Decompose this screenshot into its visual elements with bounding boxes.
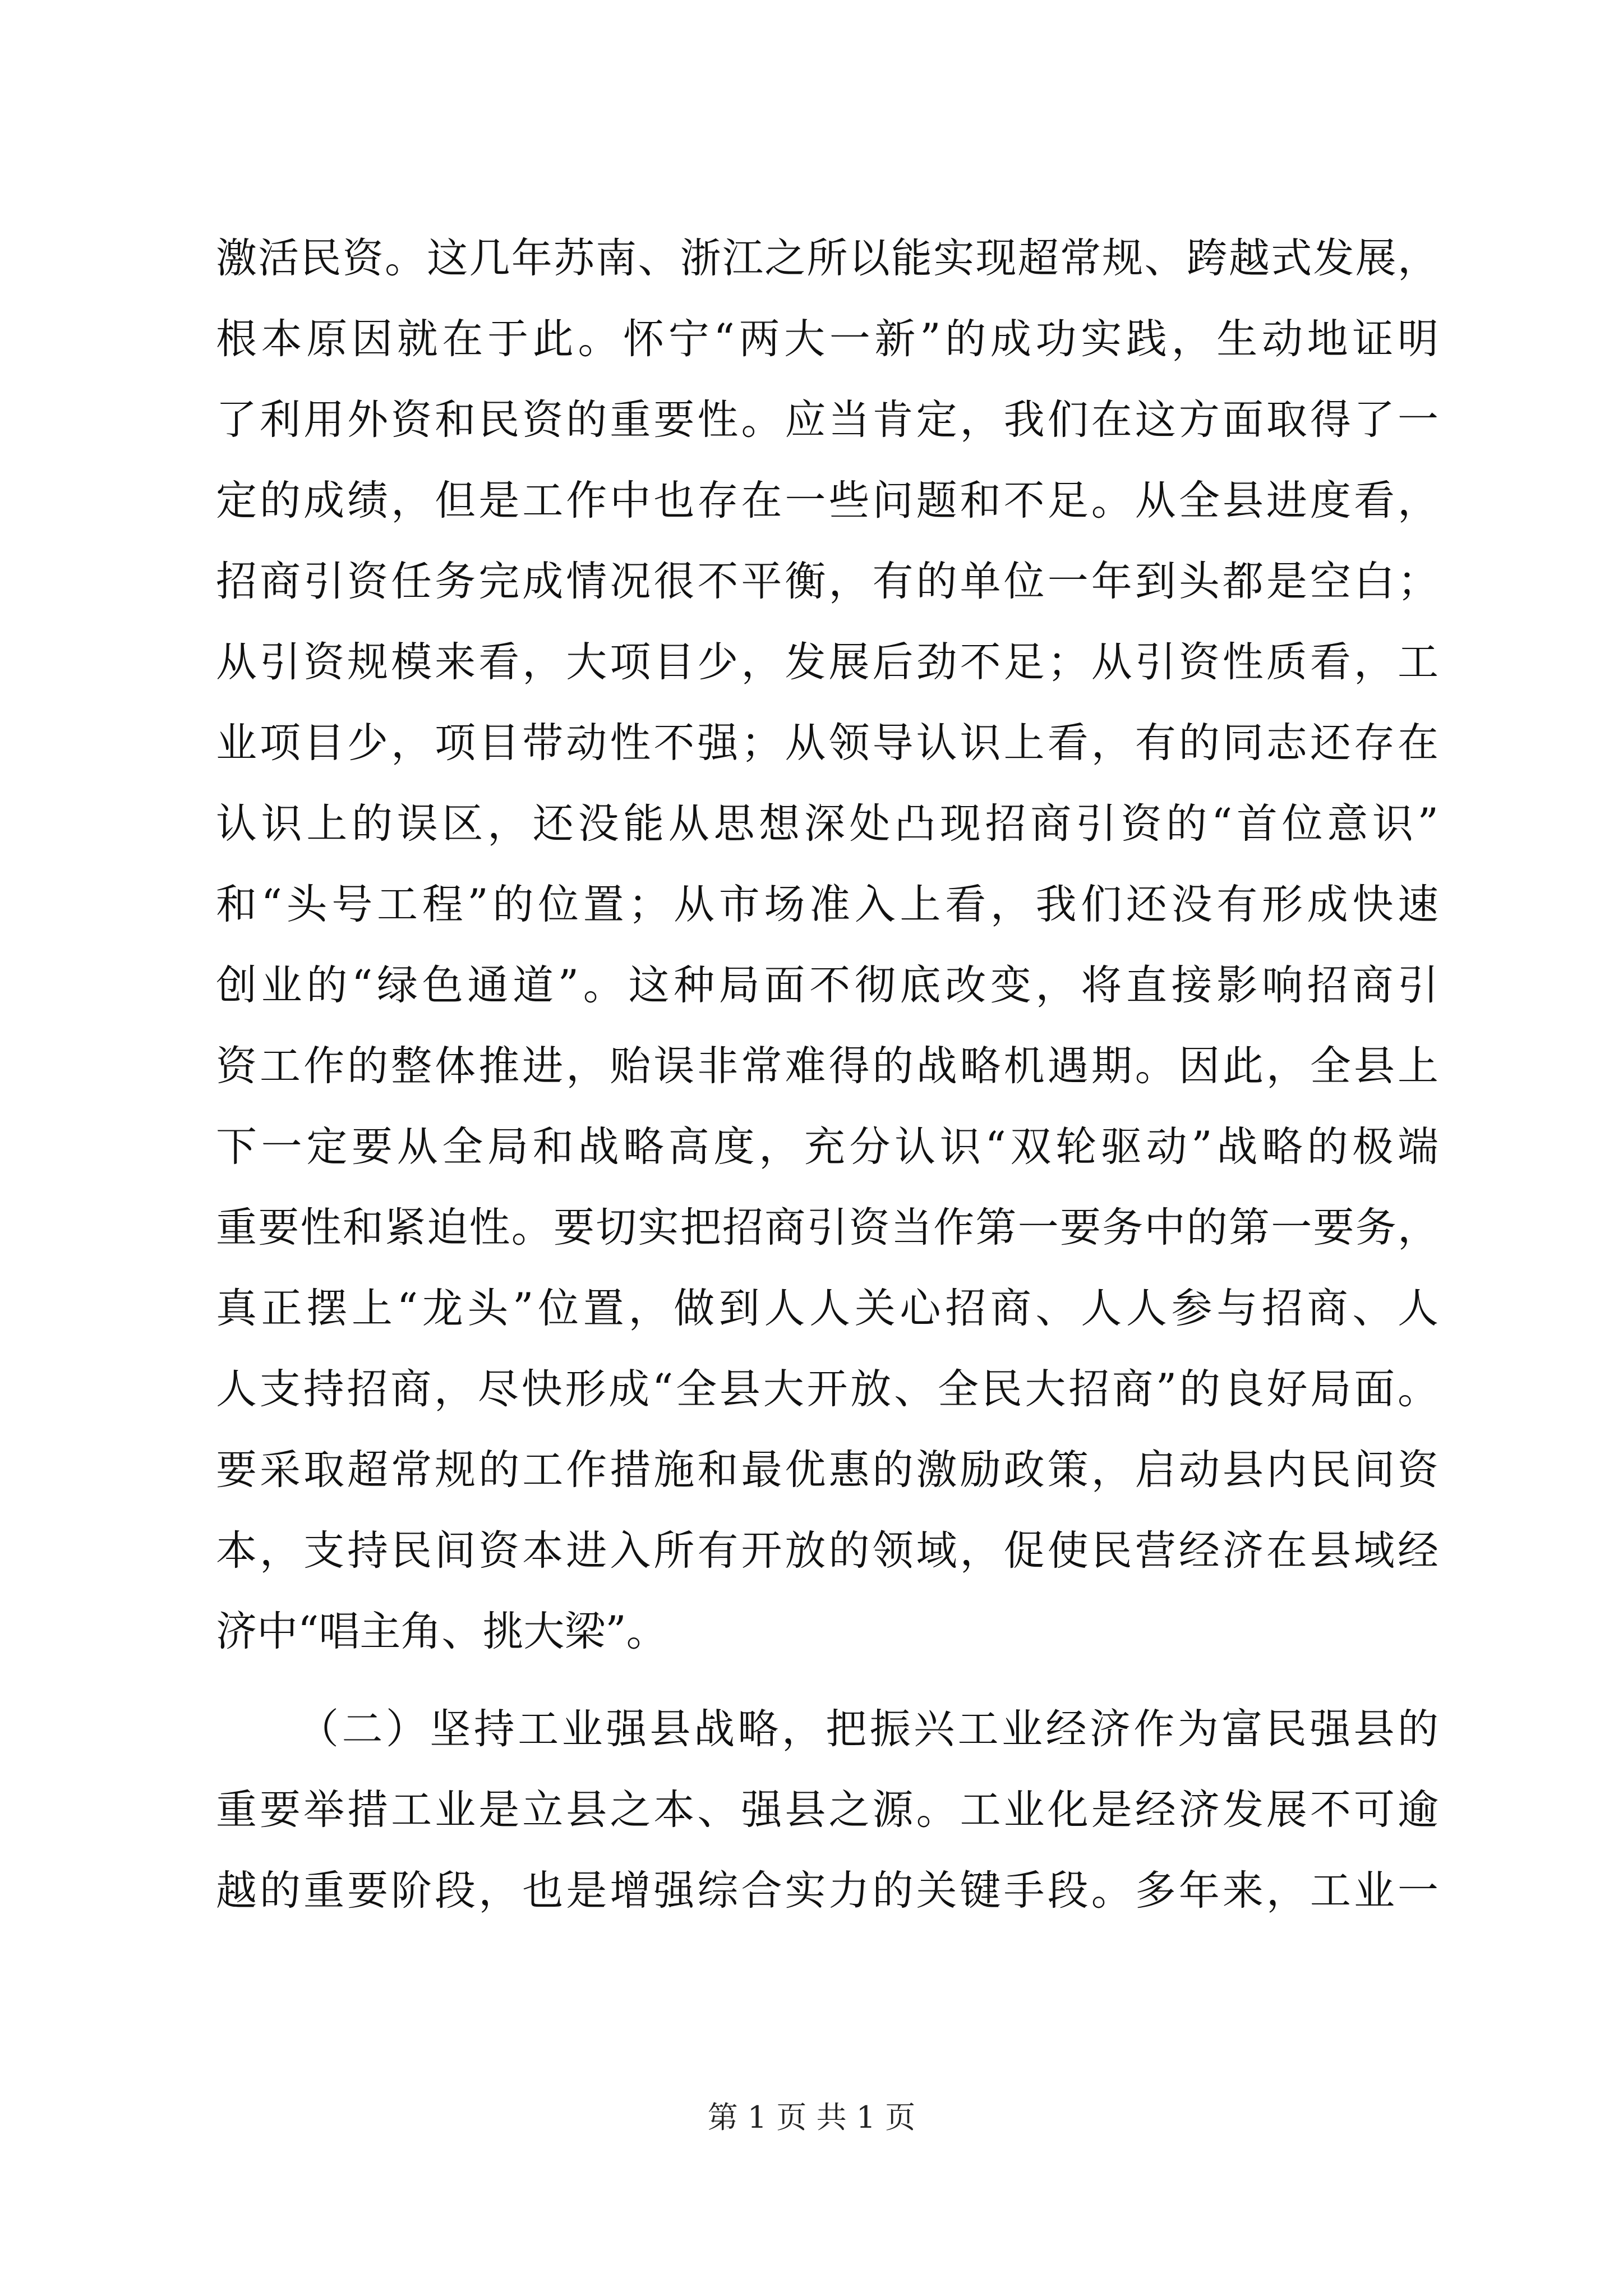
document-body xyxy=(216,218,1438,1931)
page-number-indicator: 第 1 页 共 1 页 xyxy=(707,2100,916,2135)
paragraph-1 xyxy=(216,218,1438,1672)
text-line: 越的重要阶段，也是增强综合实力的关键手段。多年来，工业一 xyxy=(216,1867,1438,1915)
text-line: 人支持招商，尽快形成“全县大开放、全民大招商”的良好局面。 xyxy=(216,1365,1438,1413)
text-line: 招商引资任务完成情况很不平衡，有的单位一年到头都是空白； xyxy=(216,558,1438,605)
text-line: 根本原因就在于此。怀宁“两大一新”的成功实践，生动地证明 xyxy=(216,315,1438,363)
text-line: 重要性和紧迫性。要切实把招商引资当作第一要务中的第一要务， xyxy=(216,1204,1438,1251)
text-line: 真正摆上“龙头”位置，做到人人关心招商、人人参与招商、人 xyxy=(216,1285,1438,1332)
text-line: 重要举措工业是立县之本、强县之源。工业化是经济发展不可逾 xyxy=(216,1786,1438,1834)
text-line: 要采取超常规的工作措施和最优惠的激励政策，启动县内民间资 xyxy=(216,1446,1438,1494)
text-line: 下一定要从全局和战略高度，充分认识“双轮驱动”战略的极端 xyxy=(216,1123,1438,1171)
text-line: 了利用外资和民资的重要性。应当肯定，我们在这方面取得了一 xyxy=(216,396,1438,444)
text-line: 本，支持民间资本进入所有开放的领域，促使民营经济在县域经 xyxy=(216,1527,1438,1575)
page-footer xyxy=(0,2098,1623,2137)
text-line: 资工作的整体推进，贻误非常难得的战略机遇期。因此，全县上 xyxy=(216,1042,1438,1090)
text-line: 业项目少，项目带动性不强；从领导认识上看，有的同志还存在 xyxy=(216,719,1438,767)
text-line: 济中“唱主角、挑大梁”。 xyxy=(216,1608,667,1655)
text-line: 定的成绩，但是工作中也存在一些问题和不足。从全县进度看， xyxy=(216,477,1438,524)
text-line: 激活民资。这几年苏南、浙江之所以能实现超常规、跨越式发展， xyxy=(216,234,1438,282)
text-line: 创业的“绿色通道”。这种局面不彻底改变，将直接影响招商引 xyxy=(216,961,1438,1009)
text-line: 和“头号工程”的位置；从市场准入上看，我们还没有形成快速 xyxy=(216,881,1438,928)
text-line: 从引资规模来看，大项目少，发展后劲不足；从引资性质看，工 xyxy=(216,638,1438,686)
paragraph-2 xyxy=(216,1689,1438,1931)
paragraph-spacer xyxy=(216,1672,1438,1689)
text-line: 认识上的误区，还没能从思想深处凸现招商引资的“首位意识” xyxy=(216,800,1438,848)
text-line: （二）坚持工业强县战略，把振兴工业经济作为富民强县的 xyxy=(298,1705,1438,1753)
